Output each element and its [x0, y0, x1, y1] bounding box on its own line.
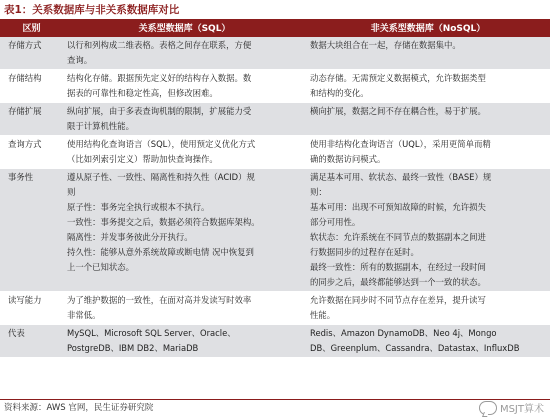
sql-cell [63, 169, 306, 292]
sql-cell-line: 非常低。 [67, 310, 101, 320]
header-row [0, 21, 550, 37]
table-body [0, 37, 550, 358]
sql-cell [63, 37, 306, 70]
nosql-cell-line: 和结构的变化。 [310, 88, 369, 98]
nosql-cell-line: 数据大块组合在一起，存储在数据集中。 [310, 40, 461, 50]
sql-cell-line: 以行和列构成二维表格。表格之间存在联系，方便 [67, 40, 252, 50]
nosql-cell [306, 169, 550, 292]
nosql-cell-line: 基本可用：出现不可预知故障的时候，允许损失 [310, 202, 486, 212]
nosql-cell-line: 确的数据访问模式。 [310, 154, 386, 164]
sql-cell [63, 136, 306, 169]
sql-cell-line: 遵从原子性、一致性、隔离性和持久性（ACID）规 [67, 172, 255, 182]
table-row [0, 136, 550, 169]
nosql-cell-line: 行数据同步的过程存在延时。 [310, 247, 419, 257]
row-label: 存储方式 [0, 37, 63, 70]
bottom-rule [0, 399, 550, 400]
source-note: 资料来源：AWS 官网，民生证券研究院 [4, 403, 154, 413]
row-label: 读写能力 [0, 292, 63, 325]
sql-cell-line: 使用结构化查询语言（SQL），使用预定义优化方式 [67, 139, 256, 149]
sql-cell-line: 原子性：事务完全执行或根本不执行。 [67, 202, 210, 212]
sql-cell [63, 292, 306, 325]
table-row [0, 292, 550, 325]
sql-cell-line: 为了维护数据的一致性，在面对高并发读写时效率 [67, 295, 252, 305]
sql-cell-line: 据表的可靠性和稳定性高，但修改困难。 [67, 88, 218, 98]
wechat-bubble-icon [479, 401, 497, 415]
sql-cell-line: 一致性：事务提交之后，数据必须符合数据库架构。 [67, 217, 260, 227]
nosql-cell-line: DB、Greenplum、Cassandra、Datastax、InfluxDB [310, 343, 520, 353]
table-title: 表1：关系数据库与非关系数据库对比 [4, 4, 180, 16]
nosql-cell [306, 325, 550, 358]
table-row [0, 169, 550, 292]
sql-cell-line: 结构化存储。跟据预先定义好的结构存入数据。数 [67, 73, 252, 83]
sql-cell [63, 103, 306, 136]
sql-cell-line: 持久性：能够从意外系统故障或断电情 况中恢复到 [67, 247, 254, 257]
nosql-cell [306, 136, 550, 169]
sql-cell-line: 隔离性：并发事务彼此分开执行。 [67, 232, 193, 242]
nosql-cell-line: 部分可用性。 [310, 217, 361, 227]
watermark [479, 400, 544, 415]
sql-cell [63, 325, 306, 358]
header-difference: 区别 [0, 21, 63, 37]
nosql-cell-line: 的同步之后，最终都能够达到一个一致的状态。 [310, 277, 486, 287]
nosql-cell-line: 软状态：允许系统在不同节点的数据副本之间进 [310, 232, 486, 242]
sql-cell [63, 70, 306, 103]
sql-cell-line: （比如列索引定义）帮助加快查询操作。 [67, 154, 218, 164]
nosql-cell-line: 使用非结构化查询语言（UQL），采用更简单而精 [310, 139, 491, 149]
nosql-cell-line: Redis、Amazon DynamoDB、Neo 4j、Mongo [310, 328, 497, 338]
sql-cell-line: 查询。 [67, 55, 93, 65]
sql-cell-line: 上一个已知状态。 [67, 262, 134, 272]
nosql-cell [306, 37, 550, 70]
nosql-cell-line: 允许数据在同步时不同节点存在差异，提升读写 [310, 295, 486, 305]
table-row [0, 37, 550, 70]
row-label: 事务性 [0, 169, 63, 292]
sql-cell-line: 限于计算机性能。 [67, 121, 134, 131]
nosql-cell [306, 292, 550, 325]
header-sql: 关系型数据库（SQL） [63, 21, 306, 37]
header-nosql: 非关系型数据库（NoSQL） [306, 21, 550, 37]
sql-cell-line: 则 [67, 187, 76, 197]
watermark-text: MSJT算术 [499, 404, 544, 415]
comparison-table [0, 21, 550, 358]
nosql-cell-line: 性能。 [310, 310, 336, 320]
row-label: 查询方式 [0, 136, 63, 169]
nosql-cell [306, 70, 550, 103]
row-label: 存储结构 [0, 70, 63, 103]
table-row [0, 325, 550, 358]
row-label: 存储扩展 [0, 103, 63, 136]
nosql-cell-line: 满足基本可用、软状态、最终一致性（BASE）规 [310, 172, 492, 182]
row-label: 代表 [0, 325, 63, 358]
table-row [0, 70, 550, 103]
nosql-cell-line: 则： [310, 187, 327, 197]
nosql-cell-line: 动态存储。无需预定义数据模式，允许数据类型 [310, 73, 486, 83]
sql-cell-line: 纵向扩展，由于多表查询机制的限制，扩展能力受 [67, 106, 252, 116]
sql-cell-line: PostgreDB、IBM DB2、MariaDB [67, 343, 199, 353]
nosql-cell [306, 103, 550, 136]
table-row [0, 103, 550, 136]
sql-cell-line: MySQL、Microsoft SQL Server、Oracle、 [67, 328, 236, 338]
nosql-cell-line: 横向扩展，数据之间不存在耦合性，易于扩展。 [310, 106, 486, 116]
nosql-cell-line: 最终一致性：所有的数据副本，在经过一段时间 [310, 262, 486, 272]
